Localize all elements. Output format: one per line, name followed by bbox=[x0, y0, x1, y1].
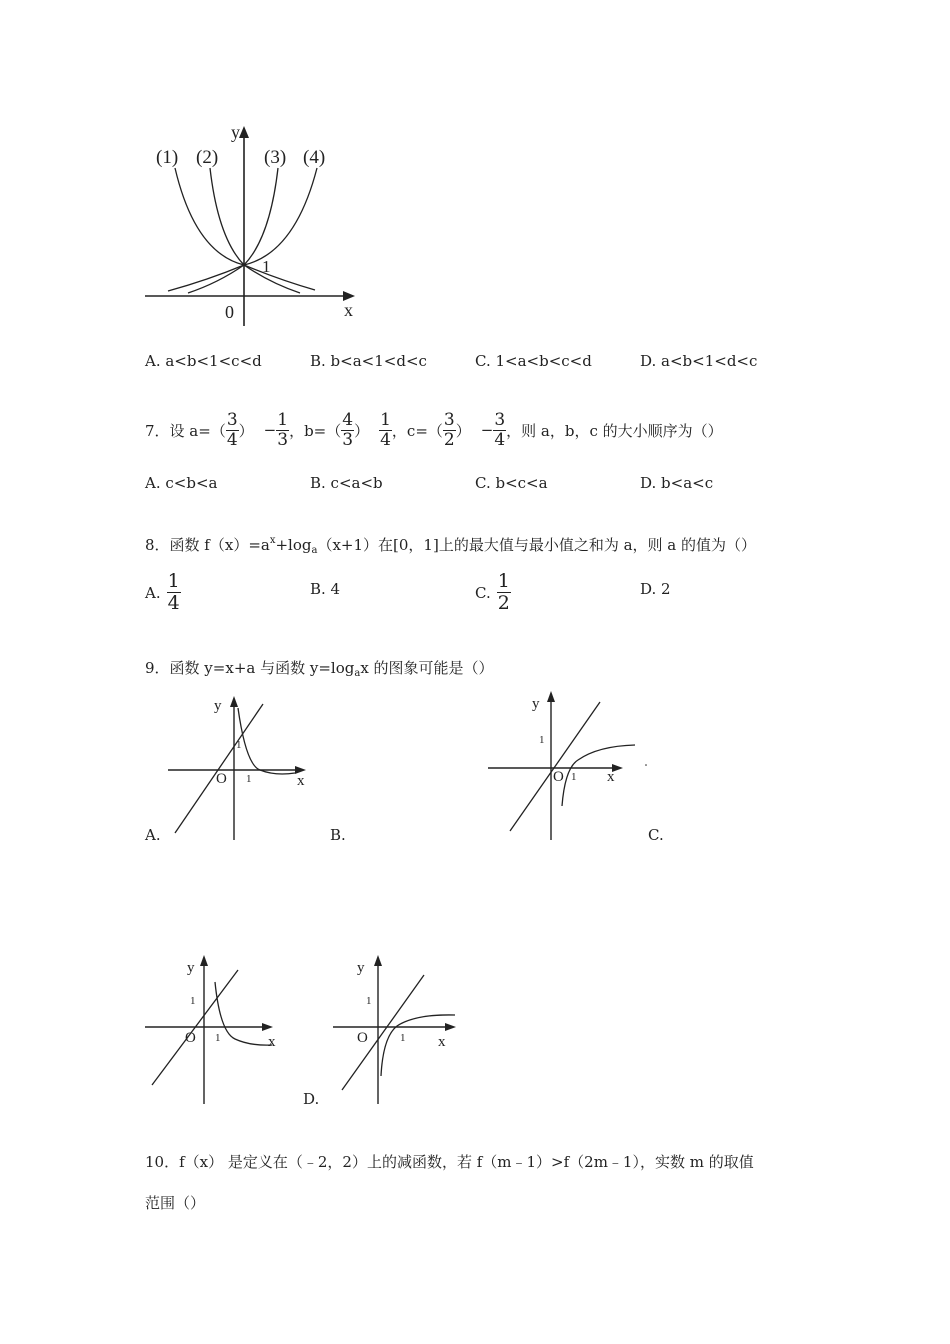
q9-graph-d-right bbox=[330, 952, 480, 1112]
q7-a-exponent: $\frac{1}{3}$ bbox=[277, 409, 289, 450]
origin-label: 0 bbox=[225, 302, 234, 322]
q9-option-d-label: D. bbox=[303, 1090, 320, 1108]
q7-b-exponent: $\frac{1}{4}$ bbox=[380, 409, 391, 450]
curve-label-3: (3) bbox=[264, 147, 287, 168]
svg-text:y: y bbox=[214, 698, 222, 714]
svg-text:1: 1 bbox=[571, 771, 577, 783]
curve-label-2: (2) bbox=[196, 147, 219, 168]
q9-graph-d-left bbox=[140, 952, 290, 1112]
q6-option-a: A. a<b<1<c<d bbox=[145, 352, 262, 370]
svg-text:y: y bbox=[532, 696, 540, 712]
q10-question-line1: 10．f（x） 是定义在（﹣2，2）上的减函数，若 f（m﹣1）>f（2m﹣1），实数 m 的取值 bbox=[145, 1153, 754, 1171]
svg-text:1: 1 bbox=[400, 1032, 406, 1044]
svg-text:x: x bbox=[438, 1034, 446, 1050]
svg-text:y: y bbox=[357, 960, 365, 976]
q8-option-c-fraction: $\frac{1}{2}$ bbox=[497, 570, 510, 614]
curve-label-1: (1) bbox=[156, 147, 179, 168]
q8-option-a: A. $\frac{1}{4}$ bbox=[145, 570, 180, 614]
svg-text:O: O bbox=[357, 1030, 368, 1046]
q7-prefix: 7．设 a=（ bbox=[145, 421, 226, 440]
svg-text:1: 1 bbox=[246, 773, 252, 785]
curve-1 bbox=[175, 168, 315, 290]
curve-label-4: (4) bbox=[303, 147, 326, 168]
q7-c-base: $\frac{3}{2}$ bbox=[443, 409, 455, 450]
q9-question: 9．函数 y=x+a 与函数 $y=\log_ax$ 的图象可能是（） bbox=[145, 659, 494, 679]
q7-a-base: $\frac{3}{4}$ bbox=[226, 409, 238, 450]
svg-text:1: 1 bbox=[215, 1032, 221, 1044]
q7-option-d: D. b<a<c bbox=[640, 474, 714, 492]
q9-graph-a bbox=[160, 690, 330, 845]
q7-c-exponent: $\frac{3}{4}$ bbox=[494, 409, 506, 450]
q6-option-c: C. 1<a<b<c<d bbox=[475, 352, 592, 370]
svg-text:O: O bbox=[553, 769, 564, 785]
q6-exponential-figure bbox=[140, 118, 370, 328]
y-axis-label: y bbox=[231, 122, 240, 142]
q9-option-a-label: A. bbox=[145, 826, 161, 844]
svg-text:O: O bbox=[185, 1030, 196, 1046]
svg-text:x: x bbox=[268, 1034, 276, 1050]
svg-text:x: x bbox=[607, 769, 615, 785]
point-label: 1 bbox=[262, 257, 271, 276]
q7-option-c: C. b<c<a bbox=[475, 474, 548, 492]
q8-option-d: D. 2 bbox=[640, 580, 671, 598]
curve-4 bbox=[168, 168, 317, 291]
q8-option-a-fraction: $\frac{1}{4}$ bbox=[167, 570, 180, 614]
q9-graph-c bbox=[480, 688, 655, 843]
q7-option-a: A. c<b<a bbox=[145, 474, 218, 492]
q7-b-base: $\frac{4}{3}$ bbox=[342, 409, 354, 450]
curve-2 bbox=[210, 168, 300, 293]
q9-option-b-label: B. bbox=[330, 826, 346, 844]
svg-text:1: 1 bbox=[236, 739, 242, 751]
svg-text:O: O bbox=[216, 771, 227, 787]
svg-text:1: 1 bbox=[366, 995, 372, 1007]
svg-text:1: 1 bbox=[190, 995, 196, 1007]
svg-text:1: 1 bbox=[539, 734, 545, 746]
svg-text:x: x bbox=[297, 773, 305, 789]
q8-option-c: C. $\frac{1}{2}$ bbox=[475, 570, 510, 614]
q8-option-b: B. 4 bbox=[310, 580, 341, 598]
q10-question-line2: 范围（） bbox=[145, 1194, 206, 1212]
q7-suffix: ，则 a，b，c 的大小顺序为（） bbox=[506, 421, 723, 440]
q6-option-b: B. b<a<1<d<c bbox=[310, 352, 427, 370]
q9-option-c-label: C. bbox=[648, 826, 664, 844]
y-axis-arrow bbox=[239, 126, 249, 138]
q8-question: 8．函数 $f(x)=a^x+\log_a(x+1)$在[0，1]上的最大值与最小值之和为 a，则 a 的值为（） bbox=[145, 535, 757, 556]
x-axis-label: x bbox=[344, 300, 353, 320]
q6-option-d: D. a<b<1<d<c bbox=[640, 352, 758, 370]
q7-question: 7．设 a=（ $\frac{3}{4}$ ） − $\frac{1}{3}$ ，b=（ $\frac{4}{3}$ ） $\frac{1}{4}$ ，c=（ $\frac{3}{2}$ ） − $\frac{3}{4}$ ，则 a，b，c 的大小顺序为（） bbox=[145, 409, 723, 450]
svg-text:y: y bbox=[187, 960, 195, 976]
q7-option-b: B. c<a<b bbox=[310, 474, 383, 492]
